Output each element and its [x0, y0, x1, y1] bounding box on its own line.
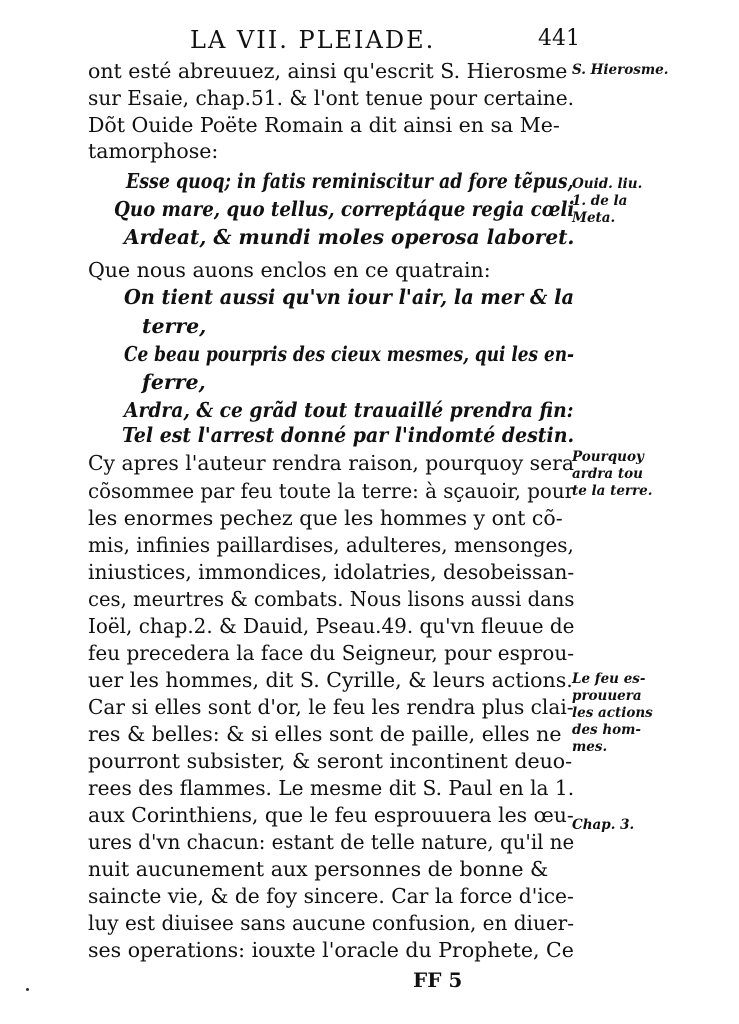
signature-mark: FF 5 [413, 968, 463, 992]
verse-line: Tel est l'arrest donné par l'indomté destin. [122, 423, 575, 447]
margin-note-line: Meta. [572, 210, 616, 226]
text-line: mis, infinies paillardises, adulteres, mensonges, [88, 533, 574, 557]
text-line: ces, meurtres & combats. Nous lisons aussi dans [88, 587, 575, 611]
margin-note [572, 176, 642, 227]
text-line: Car si elles sont d'or, le feu les rendra plus clai- [88, 695, 574, 719]
text-line: nuit aucunement aux personnes de bonne & [88, 857, 549, 881]
margin-note-line: Ouid. liu. [572, 176, 643, 192]
verse-line: Ce beau pourpris des cieux mesmes, qui les en- [124, 342, 575, 366]
margin-note-line: S. Hierosme. [572, 62, 669, 78]
text-line: ures d'vn chacun: estant de telle nature, qu'il ne [88, 830, 575, 854]
text-line: Que nous auons enclos en ce quatrain: [88, 258, 491, 282]
text-line: luy est diuisee sans aucune confusion, en diuer- [88, 911, 575, 935]
text-line: Ioël, chap.2. & Dauid, Pseau.49. qu'vn fleuue de [88, 614, 575, 638]
text-line: ses operations: iouxte l'oracle du Prophete, Ce [88, 938, 574, 962]
margin-note [572, 449, 652, 500]
text-line: les enormes pechez que les hommes y ont cõ- [88, 506, 563, 530]
text-line: res & belles: & si elles sont de paille, elles ne [88, 722, 562, 746]
verse-line: Ardeat, & mundi moles operosa laboret. [124, 225, 575, 249]
text-line: feu precedera la face du Seigneur, pour esprou- [88, 641, 574, 665]
text-line: ont esté abreuuez, ainsi qu'escrit S. Hierosme [88, 59, 568, 83]
margin-note [572, 817, 634, 834]
margin-note-line: te la terre. [572, 483, 653, 499]
text-line: pourront subsister, & seront incontinent deuo- [88, 749, 573, 773]
margin-note-line: des hom- [572, 722, 642, 738]
text-line: aux Corinthiens, que le feu esprouuera les œu- [88, 803, 574, 827]
paper-speck [26, 988, 29, 991]
margin-note-line: Pourquoy [572, 449, 644, 465]
text-line: cõsommee par feu toute la terre: à sçauoir, pour [88, 479, 575, 503]
verse-line: Ardra, & ce grãd tout trauaillé prendra fin: [124, 398, 574, 422]
text-line: rees des flammes. Le mesme dit S. Paul en la 1. [88, 776, 575, 800]
text-line: saincte vie, & de foy sincere. Car la force d'ice- [88, 884, 574, 908]
margin-note [572, 671, 653, 756]
text-line: Dõt Ouide Poëte Romain a dit ainsi en sa Me- [88, 113, 560, 137]
verse-line: Quo mare, quo tellus, correptáque regia cœli [114, 197, 575, 221]
margin-note-line: 1. de la [572, 193, 628, 209]
running-title: LA VII. PLEIADE. [190, 26, 436, 54]
margin-note-line: mes. [572, 739, 608, 755]
margin-note-line: prouuera [572, 688, 642, 704]
text-line: tamorphose: [88, 139, 219, 163]
verse-line: On tient aussi qu'vn iour l'air, la mer & la [124, 285, 574, 309]
margin-note-line: Le feu es- [572, 671, 646, 687]
text-line: sur Esaie, chap.51. & l'ont tenue pour certaine. [88, 86, 575, 110]
verse-line: terre, [142, 314, 207, 338]
margin-note-line: Chap. 3. [572, 817, 635, 833]
page-header [190, 26, 580, 54]
text-line: Cy apres l'auteur rendra raison, pourquoy sera [88, 451, 574, 475]
text-line: iniustices, immondices, idolatries, desobeissan- [88, 560, 575, 584]
page-number: 441 [538, 26, 580, 51]
margin-note [572, 62, 668, 79]
verse-line: Esse quoq; in fatis reminiscitur ad fore tẽpus, [126, 169, 574, 193]
verse-line: ferre, [142, 370, 206, 394]
text-line: uer les hommes, dit S. Cyrille, & leurs actions. [88, 668, 573, 692]
margin-note-line: ardra tou [572, 466, 643, 482]
margin-note-line: les actions [572, 705, 653, 721]
